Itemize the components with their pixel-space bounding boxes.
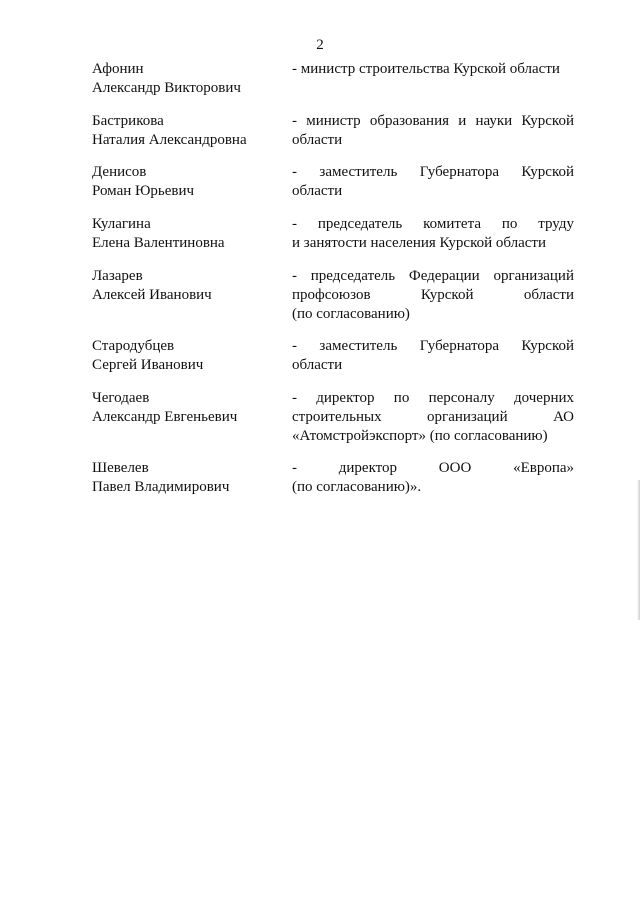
role-line: области	[292, 183, 343, 199]
role-line: области	[292, 357, 343, 373]
member-given-name: Александр Викторович	[92, 80, 241, 96]
member-role	[292, 459, 574, 497]
member-surname: Стародубцев	[92, 338, 175, 354]
member-role	[292, 215, 574, 253]
member-surname: Лазарев	[92, 268, 143, 284]
member-role	[292, 267, 574, 324]
role-line: - министр образования и науки Курской	[292, 113, 574, 129]
member-name	[92, 215, 282, 253]
member-name	[92, 163, 282, 201]
role-line: - министр строительства Курской области	[292, 61, 560, 77]
member-surname: Денисов	[92, 164, 147, 180]
role-line: и занятости населения Курской области	[292, 235, 547, 251]
role-line: - председатель Федерации организаций	[292, 268, 574, 284]
member-name	[92, 337, 282, 375]
member-role	[292, 112, 574, 150]
member-name	[92, 267, 282, 305]
page-number: 2	[316, 37, 324, 53]
member-given-name: Алексей Иванович	[92, 287, 212, 303]
member-given-name: Сергей Иванович	[92, 357, 204, 373]
member-surname: Чегодаев	[92, 390, 150, 406]
member-name	[92, 112, 282, 150]
member-role	[292, 60, 574, 79]
member-surname: Шевелев	[92, 460, 149, 476]
member-given-name: Роман Юрьевич	[92, 183, 195, 199]
member-role	[292, 163, 574, 201]
member-name	[92, 389, 282, 427]
member-role	[292, 389, 574, 446]
member-surname: Бастрикова	[92, 113, 164, 129]
member-given-name: Александр Евгеньевич	[92, 409, 238, 425]
member-name	[92, 60, 282, 98]
role-line: строительных организаций АО	[292, 409, 574, 425]
role-line: - директор ООО «Европа»	[292, 460, 574, 476]
role-line: (по согласованию)».	[292, 479, 422, 495]
role-line: - директор по персоналу дочерних	[292, 390, 574, 406]
role-line: (по согласованию)	[292, 306, 410, 322]
member-surname: Кулагина	[92, 216, 151, 232]
member-given-name: Елена Валентиновна	[92, 235, 225, 251]
role-line: области	[292, 132, 343, 148]
role-line: «Атомстройэкспорт» (по согласованию)	[292, 428, 548, 444]
member-given-name: Наталия Александровна	[92, 132, 247, 148]
role-line: - председатель комитета по труду	[292, 216, 574, 232]
role-line: - заместитель Губернатора Курской	[292, 164, 574, 180]
member-name	[92, 459, 282, 497]
role-line: - заместитель Губернатора Курской	[292, 338, 574, 354]
role-line: профсоюзов Курской области	[292, 287, 574, 303]
member-role	[292, 337, 574, 375]
member-given-name: Павел Владимирович	[92, 479, 230, 495]
member-surname: Афонин	[92, 61, 144, 77]
